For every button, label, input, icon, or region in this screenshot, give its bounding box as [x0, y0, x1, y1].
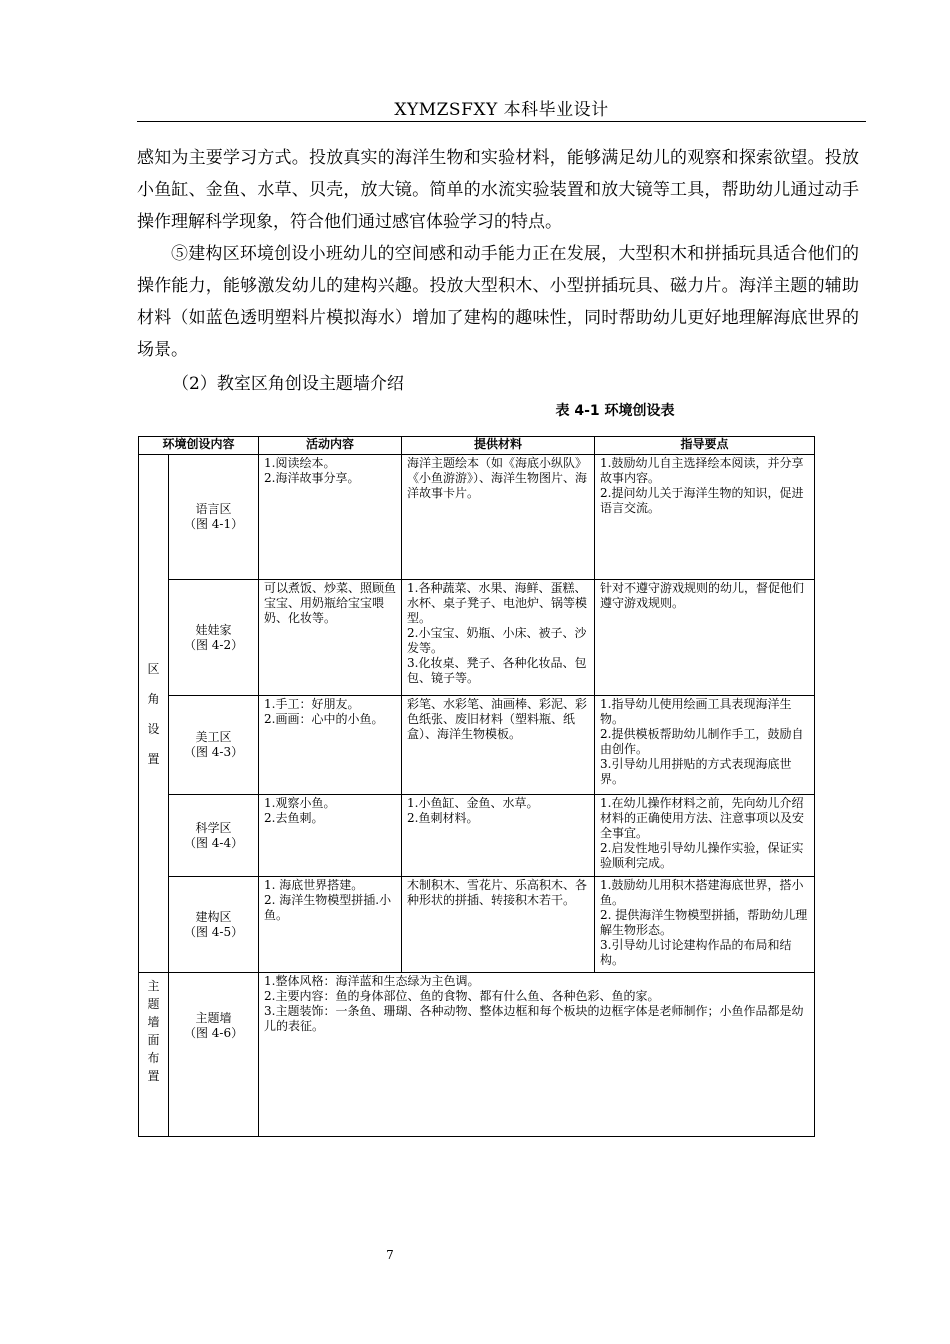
table-row [139, 696, 815, 795]
activity-cell: 1.手工：好朋友。 2.画画：心中的小鱼。 [259, 696, 402, 795]
activity-cell: 1. 海底世界搭建。 2. 海洋生物模型拼插.小鱼。 [259, 877, 402, 973]
material-cell: 1.小鱼缸、金鱼、水草。 2.鱼刺材料。 [402, 795, 595, 877]
area-cell: 语言区 （图 4-1） [169, 455, 259, 580]
table-row [139, 580, 815, 696]
area-cell: 科学区 （图 4-4） [169, 795, 259, 877]
area-cell: 主题墙 （图 4-6） [169, 973, 259, 1137]
header-cell: 提供材料 [402, 437, 595, 455]
table-row [139, 877, 815, 973]
page-number: 7 [386, 1248, 394, 1262]
guidance-cell: 1.在幼儿操作材料之前，先向幼儿介绍材料的正确使用方法、注意事项以及安全事宜。 2.启发性地引导幼儿操作实验，保证实验顺利完成。 [595, 795, 815, 877]
paragraph-2: ⑤建构区环境创设小班幼儿的空间感和动手能力正在发展，大型积木和拼插玩具适合他们的操作能力，能够激发幼儿的建构兴趣。投放大型积木、小型拼插玩具、磁力片。海洋主题的辅助材料（如蓝色透明塑料片模拟海水）增加了建构的趣味性，同时帮助幼儿更好地理解海底世界的场景。 [137, 244, 859, 360]
theme-content-cell: 1.整体风格：海洋蓝和生态绿为主色调。 2.主要内容：鱼的身体部位、鱼的食物、都有什么鱼、各种色彩、鱼的家。 3.主题装饰：一条鱼、珊瑚、各种动物、整体边框和每个板块的边框字体是老师制作；小鱼作品都是幼儿的表征。 [259, 973, 815, 1137]
activity-cell: 1.阅读绘本。 2.海洋故事分享。 [259, 455, 402, 580]
header-cell: 指导要点 [595, 437, 815, 455]
material-cell: 海洋主题绘本（如《海底小纵队》《小鱼游游》）、海洋生物图片、海洋故事卡片。 [402, 455, 595, 580]
page-header: XYMZSFXY 本科毕业设计 [394, 100, 609, 120]
table-row [139, 455, 815, 580]
area-cell: 娃娃家 （图 4-2） [169, 580, 259, 696]
table-caption: 表 4-1 环境创设表 [555, 403, 675, 419]
header-cell: 活动内容 [259, 437, 402, 455]
table-row [139, 795, 815, 877]
paragraph-1: 感知为主要学习方式。投放真实的海洋生物和实验材料，能够满足幼儿的观察和探索欲望。投放小鱼缸、金鱼、水草、贝壳，放大镜。简单的水流实验装置和放大镜等工具，帮助幼儿通过动手操作理解科学现象，符合他们通过感官体验学习的特点。 [137, 148, 859, 232]
table-header-row [139, 437, 815, 455]
body-text [137, 142, 859, 366]
material-cell: 彩笔、水彩笔、油画棒、彩泥、彩色纸张、废旧材料（塑料瓶、纸盒）、海洋生物模板。 [402, 696, 595, 795]
corner-setup-label: 区 角 设 置 [139, 455, 169, 973]
environment-table [138, 436, 815, 1137]
table-row [139, 973, 815, 1137]
area-cell: 美工区 （图 4-3） [169, 696, 259, 795]
material-cell: 1.各种蔬菜、水果、海鲜、蛋糕、水杯、桌子凳子、电池炉、锅等模型。 2.小宝宝、奶瓶、小床、被子、沙发等。 3.化妆桌、凳子、各种化妆品、包包、镜子等。 [402, 580, 595, 696]
section-subheading: （2）教室区角创设主题墙介绍 [172, 374, 404, 394]
material-cell: 木制积木、雪花片、乐高积木、各种形状的拼插、转接积木若干。 [402, 877, 595, 973]
guidance-cell: 1.指导幼儿使用绘画工具表现海洋生物。 2.提供模板帮助幼儿制作手工，鼓励自由创作。 3.引导幼儿用拼贴的方式表现海底世界。 [595, 696, 815, 795]
header-rule [137, 121, 866, 122]
activity-cell: 可以煮饭、炒菜、照顾鱼宝宝、用奶瓶给宝宝喂奶、化妆等。 [259, 580, 402, 696]
activity-cell: 1.观察小鱼。 2.去鱼刺。 [259, 795, 402, 877]
theme-wall-label: 主 题 墙 面 布 置 [139, 973, 169, 1137]
guidance-cell: 针对不遵守游戏规则的幼儿，督促他们遵守游戏规则。 [595, 580, 815, 696]
area-cell: 建构区 （图 4-5） [169, 877, 259, 973]
guidance-cell: 1.鼓励幼儿自主选择绘本阅读，并分享故事内容。 2.提问幼儿关于海洋生物的知识，促进语言交流。 [595, 455, 815, 580]
guidance-cell: 1.鼓励幼儿用积木搭建海底世界，搭小鱼。 2. 提供海洋生物模型拼插，帮助幼儿理解生物形态。 3.引导幼儿讨论建构作品的布局和结构。 [595, 877, 815, 973]
header-cell: 环境创设内容 [139, 437, 259, 455]
